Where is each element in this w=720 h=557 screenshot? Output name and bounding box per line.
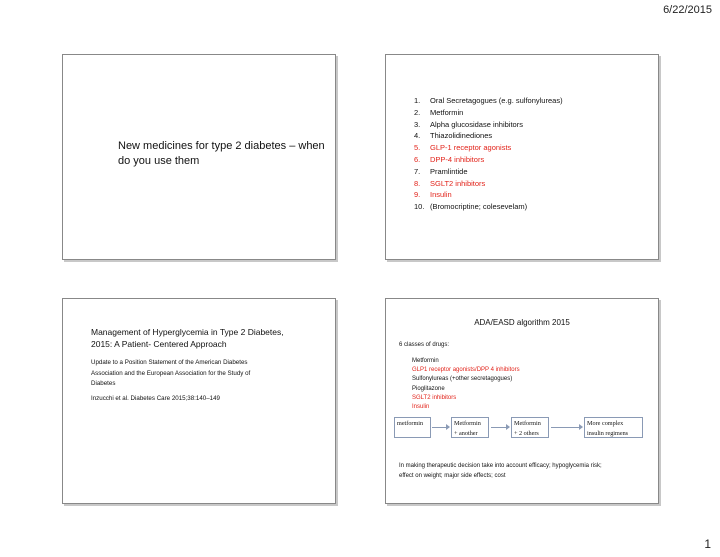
flow-step-metformin [394,417,431,438]
right-arrow-icon [551,427,582,428]
list-item-number: 9. [414,190,421,200]
list-item-number: 1. [414,96,421,105]
decision-note [399,461,649,481]
flow-step-label: insulin regimens [587,429,629,437]
list-item-text: SGLT2 inhibitors [430,178,486,188]
page-number: 1 [704,537,711,551]
list-item [414,107,563,119]
right-arrow-icon [432,427,449,428]
list-item-number: 7. [414,166,421,176]
list-item [414,154,563,166]
note-line: effect on weight; major side effects; cost [399,473,506,479]
title-line: Management of Hyperglycemia in Type 2 Diabetes, [91,327,284,337]
flow-step-label: Metformin [454,420,481,427]
drug-class-item: Insulin [412,403,430,410]
list-item [414,130,563,142]
drug-class-list [412,357,520,412]
flow-step-label: + another [454,429,478,437]
list-item [414,178,563,190]
subtitle-line: Association and the European Association for the Study of [91,369,251,377]
list-item-text: (Bromocriptine; colesevelam) [430,202,528,212]
right-arrow-icon [491,427,509,428]
list-item [414,119,563,131]
list-item-number: 8. [414,178,421,188]
list-item-text: GLP-1 receptor agonists [430,143,512,153]
list-item [414,95,563,107]
note-line: In making therapeutic decision take into account efficacy; hypoglycemia risk; [399,463,602,469]
list-item-text: Pramlintide [430,166,468,176]
slide-1 [62,54,336,260]
flow-step-label: metformin [397,420,424,427]
slide-3-subtitle [91,358,326,390]
list-item [414,166,563,178]
flow-step-metformin-plus-two [511,417,549,438]
slide-2 [385,54,659,260]
citation: Inzucchi et al. Diabetes Care 2015;38:140–149 [91,395,220,402]
slide-1-title: New medicines for type 2 diabetes – when do you use them [118,140,325,167]
medicine-list [414,95,563,213]
title-line: 2015: A Patient- Centered Approach [91,339,227,349]
list-item-number: 2. [414,107,421,117]
drug-class-item: Metformin [412,358,439,364]
list-item [414,201,563,213]
flow-step-label: + 2 others [514,429,539,437]
list-item-number: 5. [414,143,421,153]
list-item-number: 4. [414,131,421,141]
treatment-flow [386,416,658,446]
drug-class-item: SGLT2 inhibitors [412,394,457,401]
list-item-text: Thiazolidinediones [430,131,493,141]
list-item-number: 10. [414,202,425,212]
list-item [414,142,563,154]
list-item-text: Oral Secretagogues (e.g. sulfonylureas) [430,96,563,105]
drug-classes-label: 6 classes of drugs: [399,342,450,348]
page-date: 6/22/2015 [663,4,712,16]
list-item-text: Metformin [430,107,464,117]
flow-step-complex-insulin [584,417,643,438]
list-item-text: Alpha glucosidase inhibitors [430,119,523,129]
list-item [414,189,563,201]
list-item-text: Insulin [430,190,452,200]
list-item-number: 6. [414,154,421,164]
flow-step-metformin-plus-another [451,417,489,438]
flow-step-label: Metformin [514,420,541,427]
flow-step-label: More complex [587,420,624,427]
drug-class-item: Pioglitazone [412,385,445,392]
slide-3 [62,298,336,504]
slide-4 [385,298,659,504]
subtitle-line: Diabetes [91,380,116,387]
slide-4-title: ADA/EASD algorithm 2015 [474,318,570,327]
subtitle-line: Update to a Position Statement of the American Diabetes [91,359,248,366]
list-item-text: DPP-4 inhibitors [430,154,485,164]
slide-3-title [91,326,321,350]
list-item-number: 3. [414,119,421,129]
drug-class-item: Sulfonylureas (+other secretagogues) [412,376,513,383]
drug-class-item: GLP1 receptor agonists/DPP 4 inhibitors [412,367,520,374]
